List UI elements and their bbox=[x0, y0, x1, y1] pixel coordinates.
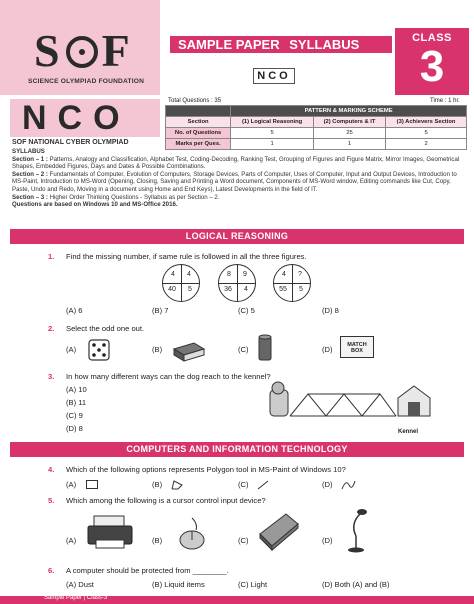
microphone-icon bbox=[342, 506, 372, 554]
option-a[interactable]: (A) 10 bbox=[66, 385, 87, 394]
polygon-tool-icon bbox=[170, 479, 184, 491]
circle-value: 36 bbox=[224, 286, 232, 293]
option-b[interactable]: (B) bbox=[152, 480, 163, 489]
option-c[interactable]: (C) bbox=[238, 536, 249, 545]
circle-value: 4 bbox=[244, 286, 248, 293]
sample-paper-banner bbox=[170, 36, 392, 69]
figure-circle bbox=[218, 264, 256, 302]
option-b[interactable]: (B) Liquid items bbox=[152, 580, 205, 589]
question-text: Select the odd one out. bbox=[66, 324, 145, 333]
option-b[interactable]: (B) 11 bbox=[66, 398, 87, 407]
syllabus-section-2 bbox=[12, 171, 468, 194]
option-a[interactable]: (A) Dust bbox=[66, 580, 94, 589]
circle-value: 8 bbox=[227, 271, 231, 278]
circle-value: 40 bbox=[168, 286, 176, 293]
syllabus-note: Questions are based on Windows 10 and MS-Office 2016. bbox=[12, 201, 178, 209]
nco-logo: NCO bbox=[22, 99, 131, 137]
table-cell: 1 bbox=[313, 139, 385, 150]
section-2-head: Section – 2 : bbox=[12, 170, 48, 178]
table-cell: 5 bbox=[231, 128, 314, 139]
col-header: (3) Achievers Section bbox=[386, 117, 467, 128]
syllabus-title: SYLLABUS bbox=[12, 148, 45, 155]
can-icon bbox=[256, 333, 274, 363]
time-allowed: Time : 1 hr. bbox=[430, 98, 460, 104]
option-d[interactable]: (D) 8 bbox=[66, 424, 83, 433]
option-c[interactable]: (C) 5 bbox=[238, 306, 255, 315]
sof-logo: S F bbox=[34, 25, 132, 76]
mouse-icon bbox=[172, 516, 212, 552]
circle-value: 5 bbox=[188, 286, 192, 293]
scheme-title: PATTERN & MARKING SCHEME bbox=[231, 106, 467, 117]
sof-logo-panel bbox=[0, 0, 160, 95]
kennel-label: Kennel bbox=[398, 429, 419, 435]
option-a[interactable]: (A) 6 bbox=[66, 306, 83, 315]
book-icon bbox=[170, 337, 208, 363]
question-text: Find the missing number, if same rule is followed in all the three figures. bbox=[66, 252, 307, 261]
nco-small-logo: NCO bbox=[253, 68, 295, 84]
option-c[interactable]: (C) Light bbox=[238, 580, 268, 589]
section-3-text: Higher Order Thinking Questions - Syllabus as per Section – 2. bbox=[47, 193, 220, 201]
table-cell: 1 bbox=[231, 139, 314, 150]
page-header bbox=[0, 0, 474, 95]
table-cell: 5 bbox=[386, 128, 467, 139]
option-a[interactable]: (A) bbox=[66, 345, 77, 354]
option-c[interactable]: (C) bbox=[238, 345, 249, 354]
table-cell: 2 bbox=[386, 139, 467, 150]
option-c[interactable]: (C) bbox=[238, 480, 249, 489]
printer-icon bbox=[84, 512, 136, 552]
option-a[interactable]: (A) bbox=[66, 536, 77, 545]
scanner-icon bbox=[256, 510, 302, 552]
question-number: 4. bbox=[48, 465, 55, 474]
circle-value: ? bbox=[298, 271, 302, 278]
option-c[interactable]: (C) 9 bbox=[66, 411, 83, 420]
option-b[interactable]: (B) bbox=[152, 345, 163, 354]
circle-value: 5 bbox=[299, 286, 303, 293]
figure-circle bbox=[162, 264, 200, 302]
table-cell: 25 bbox=[313, 128, 385, 139]
option-d[interactable]: (D) bbox=[322, 480, 333, 489]
question-text: Which of the following options represents Polygon tool in MS-Paint of Windows 10? bbox=[66, 465, 346, 474]
option-b[interactable]: (B) bbox=[152, 536, 163, 545]
question-number: 2. bbox=[48, 324, 55, 333]
question-number: 6. bbox=[48, 566, 55, 575]
page-footer bbox=[0, 596, 474, 604]
nco-caption: SOF NATIONAL CYBER OLYMPIAD bbox=[12, 139, 129, 146]
syllabus-section-1 bbox=[12, 156, 468, 171]
circle-value: 9 bbox=[243, 271, 247, 278]
class-label: CLASS bbox=[412, 32, 452, 44]
class-number: 3 bbox=[419, 42, 445, 91]
marking-scheme-table bbox=[165, 105, 467, 150]
option-a[interactable]: (A) bbox=[66, 480, 77, 489]
sof-subtitle: SCIENCE OLYMPIAD FOUNDATION bbox=[28, 78, 145, 85]
question-text: A computer should be protected from ________. bbox=[66, 566, 229, 575]
footer-text: Sample Paper | Class-3 bbox=[44, 595, 108, 601]
row-label: No. of Questions bbox=[166, 128, 231, 139]
syllabus-block bbox=[12, 148, 468, 209]
match-box-icon: MATCH BOX bbox=[340, 336, 374, 358]
line-tool-icon bbox=[256, 479, 270, 491]
syllabus-section-3 bbox=[12, 194, 468, 202]
question-number: 1. bbox=[48, 252, 55, 261]
option-d[interactable]: (D) 8 bbox=[322, 306, 339, 315]
section-3-head: Section – 3 : bbox=[12, 193, 48, 201]
section-bar-logical: LOGICAL REASONING bbox=[10, 229, 464, 244]
curve-tool-icon bbox=[340, 479, 356, 491]
banner-sample-paper: SAMPLE PAPER bbox=[178, 37, 280, 52]
figure-circle bbox=[273, 264, 311, 302]
option-d[interactable]: (D) bbox=[322, 345, 333, 354]
option-d[interactable]: (D) Both (A) and (B) bbox=[322, 580, 390, 589]
banner-syllabus: SYLLABUS 2022-23 bbox=[178, 37, 360, 69]
question-text: In how many different ways can the dog reach to the kennel? bbox=[66, 372, 271, 381]
row-label: Marks per Ques. bbox=[166, 139, 231, 150]
col-header: (1) Logical Reasoning bbox=[231, 117, 314, 128]
option-d[interactable]: (D) bbox=[322, 536, 333, 545]
section-2-text: Fundamentals of Computer, Evolution of Computers, Storage Devices, Parts of Computer, Uses of Computer, Input and Output Devices, Introduction to MS-Paint, Introduction to MS-Word (Opening, Closing, Saving and Printing a Word document, Components of MS-Word window, Editing commands like Cut, Copy, Paste, Undo and Redo, Moving in a document using Home and End Keys), Latest Developments in the field of IT. bbox=[12, 170, 457, 193]
dice-icon bbox=[86, 337, 112, 363]
circle-value: 4 bbox=[187, 271, 191, 278]
section-bar-computers: COMPUTERS AND INFORMATION TECHNOLOGY bbox=[10, 442, 464, 457]
col-header: (2) Computers & IT bbox=[313, 117, 385, 128]
section-1-text: Patterns, Analogy and Classification, Alphabet Test, Coding-Decoding, Ranking Test, Grouping of Figures and Figure Matrix, Mirror Images, Geometrical Shapes, Embedded Figures, Days and Dates & Possible Combinations. bbox=[12, 155, 460, 171]
rectangle-tool-icon bbox=[86, 480, 98, 489]
total-questions: Total Questions : 35 bbox=[168, 98, 222, 104]
question-text: Which among the following is a cursor control input device? bbox=[66, 496, 266, 505]
question-number: 3. bbox=[48, 372, 55, 381]
circle-value: 4 bbox=[282, 271, 286, 278]
class-badge bbox=[395, 28, 469, 95]
option-b[interactable]: (B) 7 bbox=[152, 306, 169, 315]
col-header: Section bbox=[166, 117, 231, 128]
circle-value: 55 bbox=[279, 286, 287, 293]
circle-value: 4 bbox=[171, 271, 175, 278]
section-1-head: Section – 1 : bbox=[12, 155, 48, 163]
question-number: 5. bbox=[48, 496, 55, 505]
